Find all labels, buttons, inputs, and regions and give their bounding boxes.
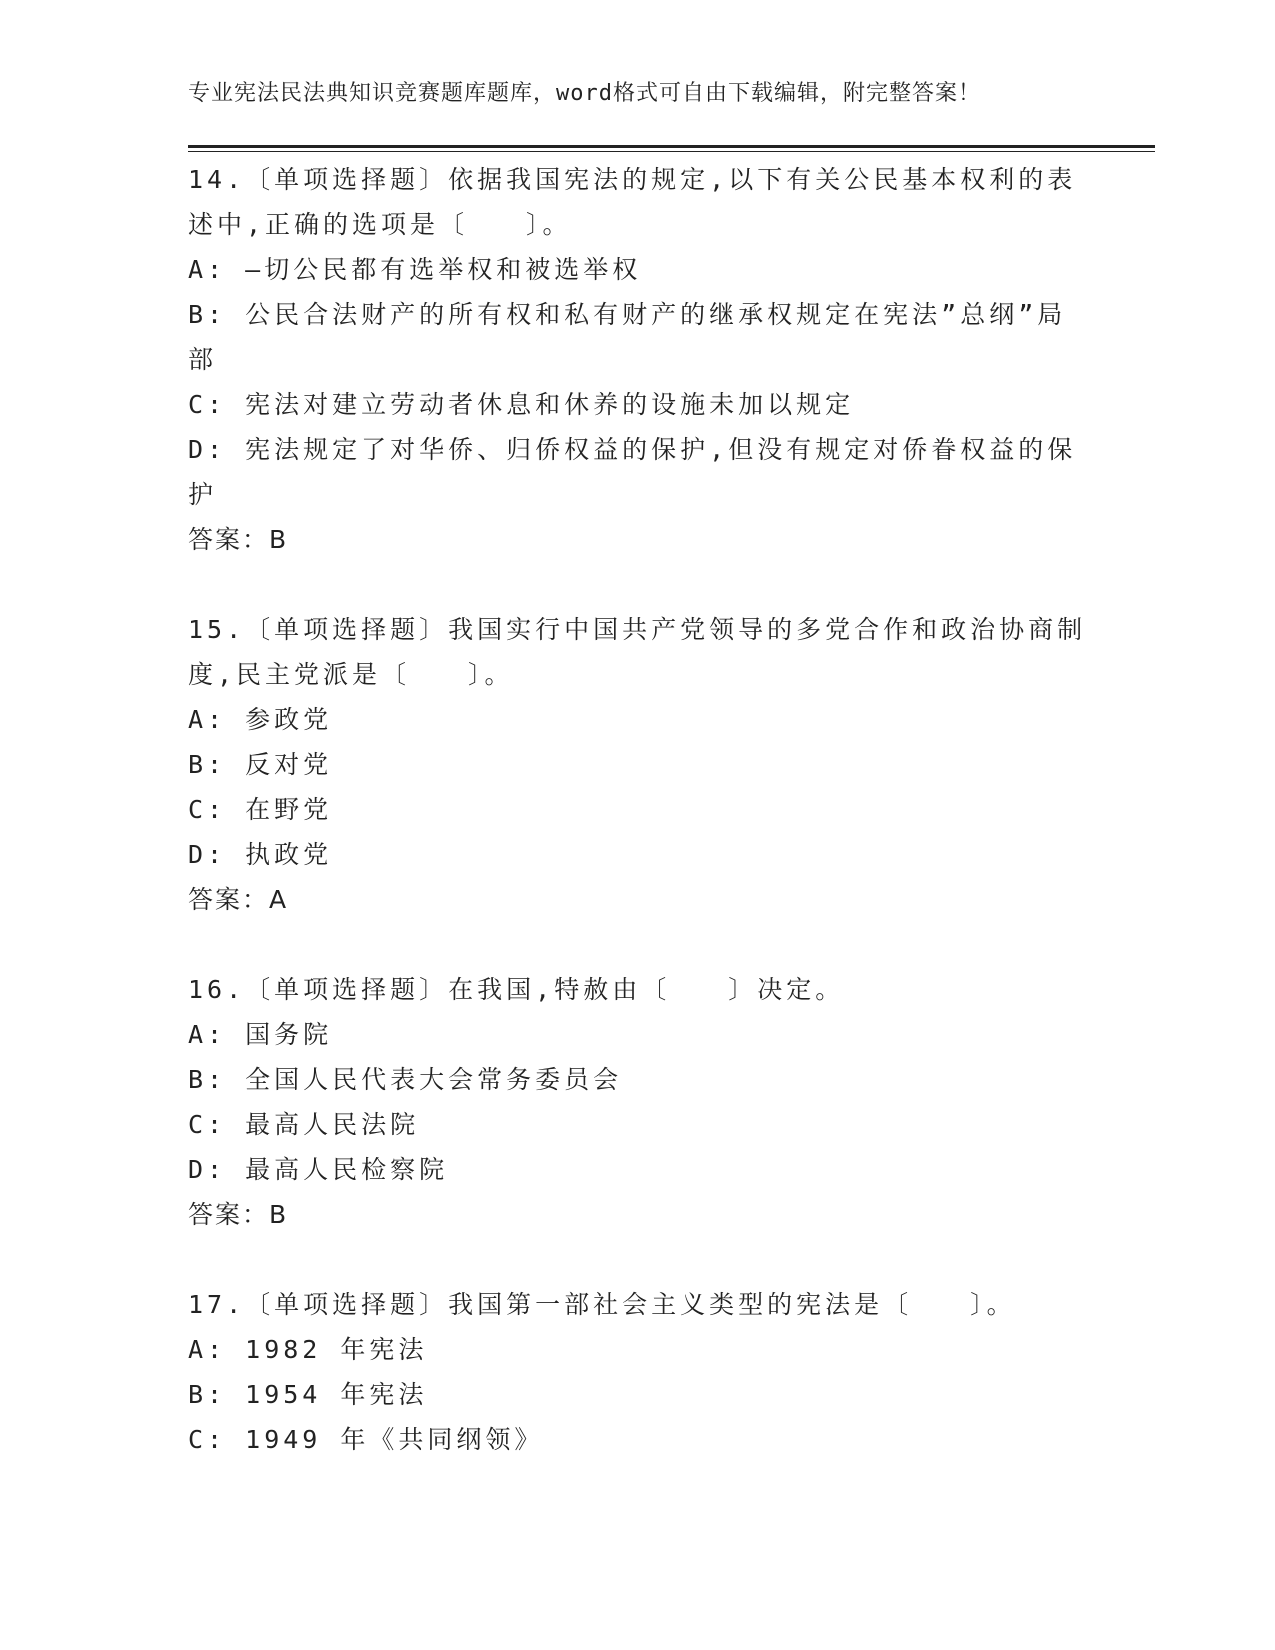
question-list [188,157,1088,1507]
header-rule-thick [188,145,1155,148]
option-a: A: 1982 年宪法 [188,1335,428,1364]
question-stem: 16.〔单项选择题〕在我国,特赦由〔 〕决定。 [188,975,845,1004]
question-16 [188,967,1088,1237]
option-a: A: 国务院 [188,1020,333,1049]
question-stem-cont: 述中,正确的选项是〔 〕。 [188,210,572,239]
question-stem: 14.〔单项选择题〕依据我国宪法的规定,以下有关公民基本权利的表 [188,165,1077,194]
option-d: D: 执政党 [188,840,333,869]
question-17 [188,1282,1088,1462]
option-c: C: 在野党 [188,795,333,824]
option-b: B: 全国人民代表大会常务委员会 [188,1065,623,1094]
answer: 答案：B [188,525,289,554]
answer: 答案：A [188,885,289,914]
option-b-cont: 部 [188,345,218,374]
question-15 [188,607,1088,922]
question-stem-cont: 度,民主党派是〔 〕。 [188,660,514,689]
option-a: A: —切公民都有选举权和被选举权 [188,255,642,284]
question-stem: 17.〔单项选择题〕我国第一部社会主义类型的宪法是〔 〕。 [188,1290,1016,1319]
option-b: B: 公民合法财产的所有权和私有财产的继承权规定在宪法”总纲”局 [188,300,1067,329]
option-b: B: 反对党 [188,750,333,779]
option-d-cont: 护 [188,480,218,509]
answer: 答案：B [188,1200,289,1229]
question-stem: 15.〔单项选择题〕我国实行中国共产党领导的多党合作和政治协商制 [188,615,1087,644]
option-d: D: 最高人民检察院 [188,1155,449,1184]
option-a: A: 参政党 [188,705,333,734]
option-c: C: 最高人民法院 [188,1110,420,1139]
header-text: 专业宪法民法典知识竞赛题库题库，word格式可自由下载编辑，附完整答案！ [188,81,981,106]
option-d: D: 宪法规定了对华侨、归侨权益的保护,但没有规定对侨眷权益的保 [188,435,1077,464]
option-b: B: 1954 年宪法 [188,1380,428,1409]
header-rule-thin [188,151,1155,152]
option-c: C: 1949 年《共同纲领》 [188,1425,544,1454]
question-14 [188,157,1088,562]
option-c: C: 宪法对建立劳动者休息和休养的设施未加以规定 [188,390,855,419]
